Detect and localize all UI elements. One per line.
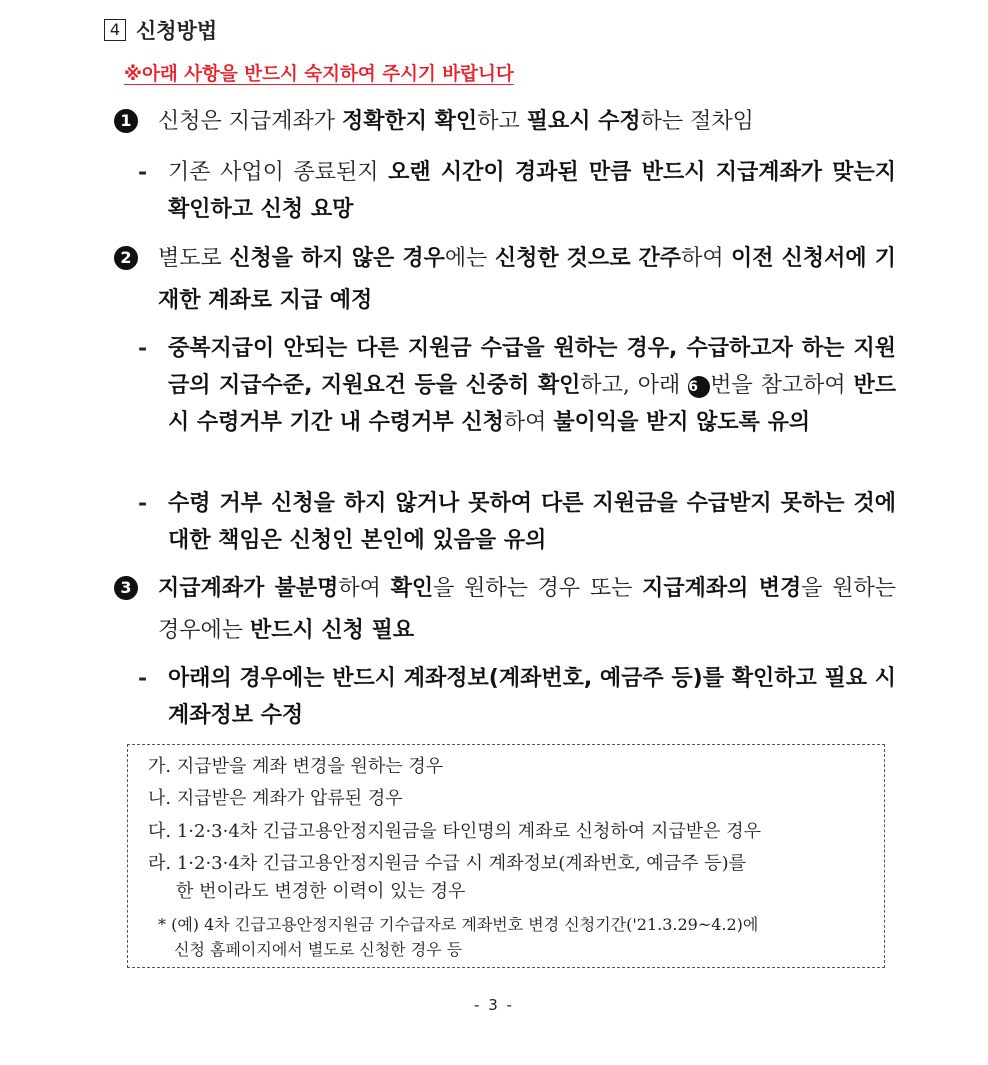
- sub-item-1-text: 기존 사업이 종료된지 오랜 시간이 경과된 만큼 반드시 지급계좌가 맞는지 확인하고 신청 요망: [168, 160, 897, 222]
- case-note: * (예) 4차 긴급고용안정지원금 기수급자로 계좌번호 변경 신청기간('21.3.29~4.2)에: [158, 915, 759, 934]
- sub-item-3: - 수령 거부 신청을 하지 않거나 못하여 다른 지원금을 수급받지 못하는 것에 대한 책임은 신청인 본인에 있음을 유의: [138, 485, 896, 559]
- sub-item-2: - 중복지급이 안되는 다른 지원금 수급을 원하는 경우, 수급하고자 하는 지원금의 지급수준, 지원요건 등을 신중히 확인하고, 아래 6 번을 참고하여 반드시 수령거부 기간 내 수령거부 신청하여 불이익을 받지 않도록 유의: [138, 330, 896, 441]
- bullet-2-icon: 2: [114, 246, 138, 270]
- section-heading: [104, 15, 217, 45]
- item-3-text: 지급계좌가 불분명하여 확인을 원하는 경우 또는 지급계좌의 변경을 원하는 경우에는 반드시 신청 필요: [158, 576, 896, 643]
- section-number-box: 4: [104, 19, 126, 41]
- item-1-text: 신청은 지급계좌가 정확한지 확인하고 필요시 수정하는 절차임: [158, 109, 754, 134]
- case-note-continued: 신청 홈페이지에서 별도로 신청한 경우 등: [174, 940, 463, 959]
- sub-item-3-text: 수령 거부 신청을 하지 않거나 못하여 다른 지원금을 수급받지 못하는 것에 대한 책임은 신청인 본인에 있음을 유의: [168, 491, 896, 553]
- page-number: - 3 -: [474, 996, 514, 1014]
- case-na: 나. 지급받은 계좌가 압류된 경우: [148, 788, 403, 809]
- item-3: [114, 568, 896, 652]
- case-ga: 가. 지급받을 계좌 변경을 원하는 경우: [148, 756, 444, 777]
- case-da: 다. 1·2·3·4차 긴급고용안정지원금을 타인명의 계좌로 신청하여 지급받은 경우: [148, 821, 761, 842]
- bullet-1-icon: 1: [114, 109, 138, 133]
- circled-6-icon: 6: [688, 376, 710, 398]
- item-2-text: 별도로 신청을 하지 않은 경우에는 신청한 것으로 간주하여 이전 신청서에 기재한 계좌로 지급 예정: [158, 246, 897, 313]
- sub-item-4-text: 아래의 경우에는 반드시 계좌정보(계좌번호, 예금주 등)를 확인하고 필요 시 계좌정보 수정: [168, 666, 896, 728]
- case-ra: 라. 1·2·3·4차 긴급고용안정지원금 수급 시 계좌정보(계좌번호, 예금주 등)를: [148, 853, 746, 874]
- sub-item-2-text: 중복지급이 안되는 다른 지원금 수급을 원하는 경우, 수급하고자 하는 지원금의 지급수준, 지원요건 등을 신중히 확인하고, 아래 6 번을 참고하여 반드시 수령거부 기간 내 수령거부 신청하여 불이익을 받지 않도록 유의: [168, 336, 896, 435]
- sub-item-4: - 아래의 경우에는 반드시 계좌정보(계좌번호, 예금주 등)를 확인하고 필요 시 계좌정보 수정: [138, 660, 896, 734]
- bullet-3-icon: 3: [114, 576, 138, 600]
- case-ra-continued: 한 번이라도 변경한 이력이 있는 경우: [176, 881, 466, 902]
- item-1: [114, 101, 896, 143]
- cases-box: [127, 744, 885, 968]
- sub-item-1: - 기존 사업이 종료된지 오랜 시간이 경과된 만큼 반드시 지급계좌가 맞는지 확인하고 신청 요망: [138, 154, 896, 228]
- section-title: 신청방법: [136, 19, 218, 43]
- notice-text: ※아래 사항을 반드시 숙지하여 주시기 바랍니다: [124, 64, 514, 85]
- item-2: [114, 238, 896, 322]
